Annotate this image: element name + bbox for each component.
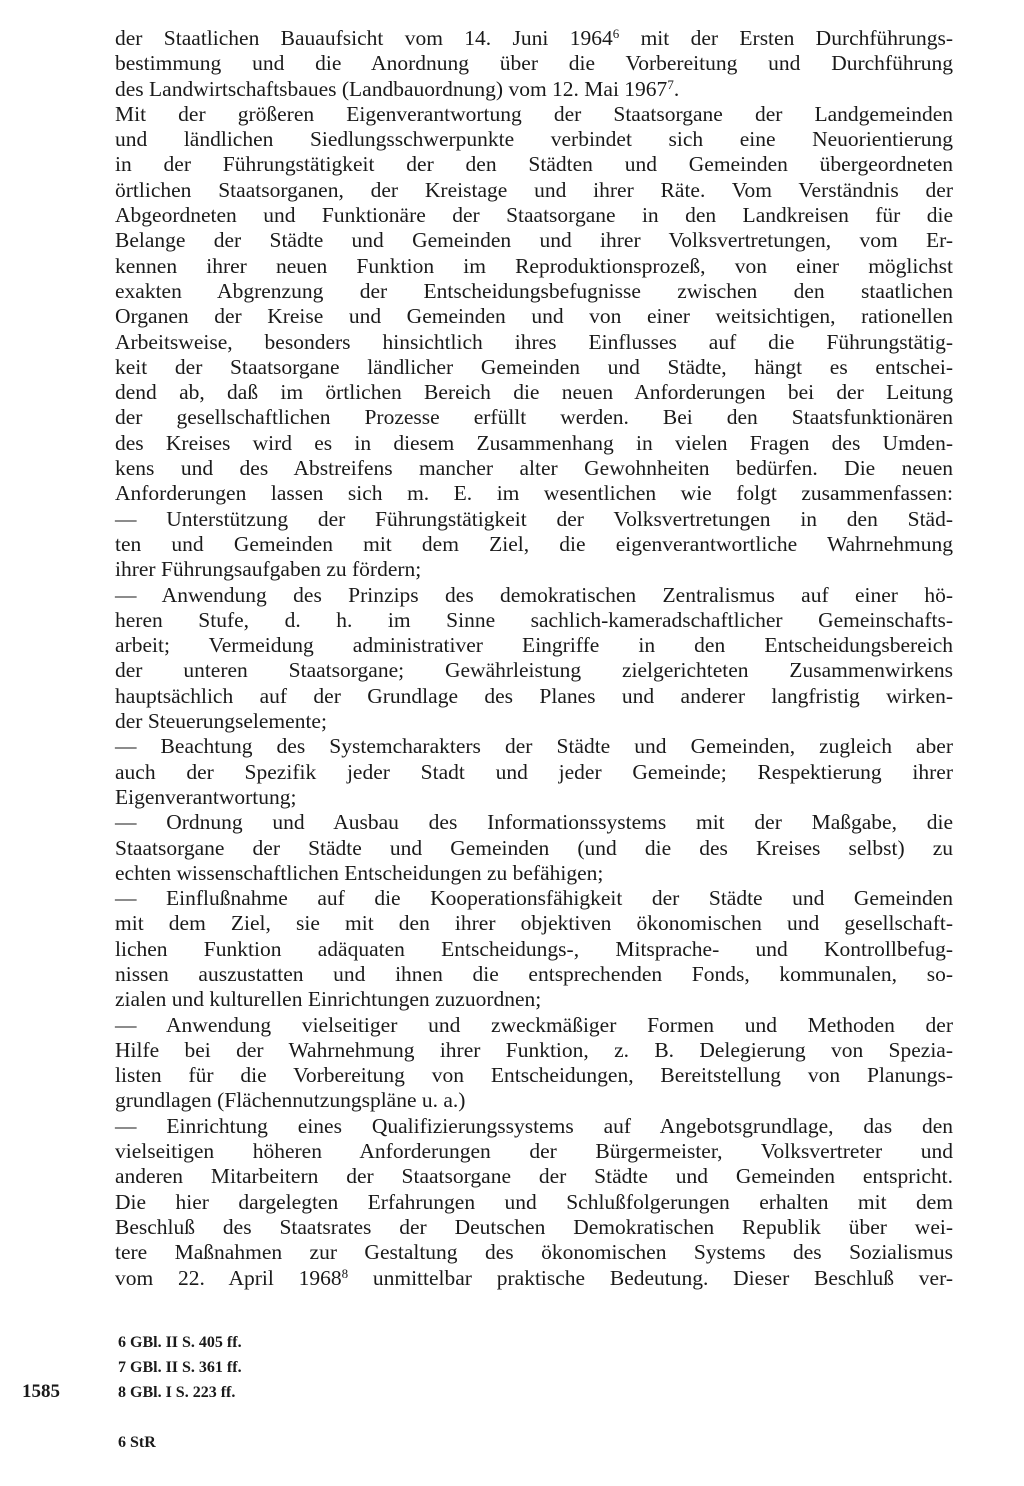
text-line [115, 962, 953, 987]
text-line-content: zialen und kulturellen Einrichtungen zuzuordnen; [115, 987, 542, 1012]
text-line [115, 810, 953, 835]
footnote-reference: 7 [667, 76, 674, 92]
text-line [115, 51, 953, 76]
text-line [115, 507, 953, 532]
text-line [115, 785, 953, 810]
text-line-content: vielseitigen höheren Anforderungen der Bürgermeister, Volksvertreter und [115, 1139, 953, 1164]
text-line [115, 583, 953, 608]
text-line [115, 203, 953, 228]
text-line [115, 1114, 953, 1139]
text-line [115, 355, 953, 380]
text-line-content: Abgeordneten und Funktionäre der Staatsorgane in den Landkreisen für die [115, 203, 953, 228]
text-line [115, 254, 953, 279]
text-line-content: — Ordnung und Ausbau des Informationssystems mit der Maßgabe, die [115, 810, 953, 835]
text-line [115, 861, 953, 886]
footnote-reference: 8 [341, 1265, 349, 1281]
text-line-content: dend ab, daß im örtlichen Bereich die neuen Anforderungen bei der Leitung [115, 380, 953, 405]
text-line [115, 684, 953, 709]
text-line [115, 734, 953, 759]
text-line-content: keit der Staatsorgane ländlicher Gemeinden und Städte, hängt es entschei- [115, 354, 953, 379]
text-line [115, 405, 953, 430]
text-line [115, 658, 953, 683]
text-line-content: Anforderungen lassen sich m. E. im wesentlichen wie folgt zusammenfassen: [115, 481, 953, 506]
text-line-content: Beschluß des Staatsrates der Deutschen Demokratischen Republik über wei- [115, 1214, 953, 1239]
page-number: 1585 [22, 1381, 60, 1402]
text-line [115, 1215, 953, 1240]
text-line-content: — Anwendung vielseitiger und zweckmäßiger Formen und Methoden der [115, 1012, 953, 1037]
text-line-content: lichen Funktion adäquaten Entscheidungs-, Mitsprache- und Kontrollbefug- [115, 936, 953, 961]
text-line-content: örtlichen Staatsorganen, der Kreistage und ihrer Räte. Vom Verständnis der [115, 177, 953, 202]
text-line [115, 279, 953, 304]
text-line-content: der Steuerungselemente; [115, 709, 327, 734]
text-line-content: der unteren Staatsorgane; Gewährleistung zielgerichteten Zusammenwirkens [115, 658, 953, 683]
text-line [115, 1088, 953, 1113]
text-line-content: in der Führungstätigkeit der den Städten und Gemeinden übergeordneten [115, 152, 953, 177]
text-line-content: — Anwendung des Prinzips des demokratischen Zentralismus auf einer hö- [115, 582, 953, 607]
text-line [115, 456, 953, 481]
text-line [115, 633, 953, 658]
text-line-content: listen für die Vorbereitung von Entscheidungen, Bereitstellung von Planungs- [115, 1063, 953, 1088]
text-line [115, 836, 953, 861]
text-line [115, 304, 953, 329]
text-line [115, 481, 953, 506]
printer-signature: 6 StR [118, 1434, 156, 1451]
text-line-content: grundlagen (Flächennutzungspläne u. a.) [115, 1088, 466, 1113]
text-line [115, 1266, 953, 1291]
text-line [115, 608, 953, 633]
text-line [115, 1038, 953, 1063]
text-line-content: ihrer Führungsaufgaben zu fördern; [115, 557, 422, 582]
text-line-content: kens und des Abstreifens mancher alter Gewohnheiten bedürfen. Die neuen [115, 456, 953, 481]
text-line [115, 330, 953, 355]
text-line [115, 1164, 953, 1189]
text-line [115, 26, 953, 51]
text-line-content: anderen Mitarbeitern der Staatsorgane der Städte und Gemeinden entspricht. [115, 1164, 953, 1189]
text-line-content: mit dem Ziel, sie mit den ihrer objektiven ökonomischen und gesellschaft- [115, 911, 953, 936]
text-line-content: der gesellschaftlichen Prozesse erfüllt werden. Bei den Staatsfunktionären [115, 405, 953, 430]
text-line-content: kennen ihrer neuen Funktion im Reproduktionsprozeß, von einer möglichst [115, 253, 953, 278]
text-line-content: — Unterstützung der Führungstätigkeit der Volksvertretungen in den Städ- [115, 506, 953, 531]
footnote: 8 GBl. I S. 223 ff. [118, 1384, 236, 1401]
text-line-content: Mit der größeren Eigenverantwortung der Staatsorgane der Landgemeinden [115, 101, 953, 126]
text-line-content: Eigenverantwortung; [115, 784, 297, 809]
footnote: 7 GBl. II S. 361 ff. [118, 1359, 242, 1376]
text-line-content: vom 22. April 1968 [115, 1265, 342, 1290]
text-line [115, 178, 953, 203]
text-line-content: ten und Gemeinden mit dem Ziel, die eigenverantwortliche Wahrnehmung [115, 531, 953, 556]
text-line [115, 228, 953, 253]
text-line-content: des Landwirtschaftsbaues (Landbauordnung) vom 12. Mai 1967 [115, 76, 668, 101]
text-line [115, 987, 953, 1012]
text-line-content: Belange der Städte und Gemeinden und ihrer Volksvertretungen, vom Er- [115, 228, 953, 253]
text-line [115, 886, 953, 911]
text-line-content: echten wissenschaftlichen Entscheidungen zu befähigen; [115, 860, 604, 885]
text-line-content: Staatsorgane der Städte und Gemeinden (und die des Kreises selbst) zu [115, 835, 953, 860]
text-line-content: auch der Spezifik jeder Stadt und jeder Gemeinde; Respektierung ihrer [115, 759, 953, 784]
text-line-content: Hilfe bei der Wahrnehmung ihrer Funktion, z. B. Delegierung von Spezia- [115, 1037, 953, 1062]
footnotes [118, 1330, 242, 1405]
footnote-reference: 6 [612, 26, 620, 41]
text-line-content: nissen auszustatten und ihnen die entsprechenden Fonds, kommunalen, so- [115, 961, 953, 986]
text-line [115, 760, 953, 785]
text-line-content: unmittelbar praktische Bedeutung. Dieser Beschluß ver- [348, 1265, 953, 1290]
text-line-content: Die hier dargelegten Erfahrungen und Schlußfolgerungen erhalten mit dem [115, 1189, 953, 1214]
text-line [115, 1063, 953, 1088]
text-line-content: hauptsächlich auf der Grundlage des Planes und anderer langfristig wirken- [115, 683, 953, 708]
text-line [115, 1013, 953, 1038]
text-line [115, 152, 953, 177]
text-line-content: mit der Ersten Durchführungs- [619, 26, 953, 50]
text-line [115, 1190, 953, 1215]
text-line-content: — Einrichtung eines Qualifizierungssystems auf Angebotsgrundlage, das den [115, 1113, 953, 1138]
text-line [115, 380, 953, 405]
text-line-content: und ländlichen Siedlungsschwerpunkte verbindet sich eine Neuorientierung [115, 127, 953, 152]
text-line-content: heren Stufe, d. h. im Sinne sachlich-kameradschaftlicher Gemeinschafts- [115, 607, 953, 632]
text-line-content: — Einflußnahme auf die Kooperationsfähigkeit der Städte und Gemeinden [115, 886, 953, 911]
footnote: 6 GBl. II S. 405 ff. [118, 1334, 242, 1351]
text-line-content: der Staatlichen Bauaufsicht vom 14. Juni 1964 [115, 26, 613, 50]
text-line [115, 709, 953, 734]
text-line [115, 532, 953, 557]
text-line [115, 77, 953, 102]
text-line-content: Arbeitsweise, besonders hinsichtlich ihres Einflusses auf die Führungstätig- [115, 329, 953, 354]
text-line [115, 911, 953, 936]
text-line-content: . [673, 76, 680, 101]
text-line-content: arbeit; Vermeidung administrativer Eingriffe in den Entscheidungsbereich [115, 633, 953, 658]
text-line [115, 431, 953, 456]
body-text [115, 26, 953, 1291]
text-line-content: tere Maßnahmen zur Gestaltung des ökonomischen Systems des Sozialismus [115, 1240, 953, 1265]
text-line [115, 1240, 953, 1265]
text-line [115, 557, 953, 582]
text-line-content: bestimmung und die Anordnung über die Vorbereitung und Durchführung [115, 51, 953, 76]
text-line [115, 937, 953, 962]
text-line [115, 127, 953, 152]
text-line-content: des Kreises wird es in diesem Zusammenhang in vielen Fragen des Umden- [115, 430, 953, 455]
text-line [115, 1139, 953, 1164]
text-line-content: Organen der Kreise und Gemeinden und von einer weitsichtigen, rationellen [115, 304, 953, 329]
text-line [115, 102, 953, 127]
text-line-content: — Beachtung des Systemcharakters der Städte und Gemeinden, zugleich aber [115, 734, 953, 759]
text-line-content: exakten Abgrenzung der Entscheidungsbefugnisse zwischen den staatlichen [115, 278, 953, 303]
